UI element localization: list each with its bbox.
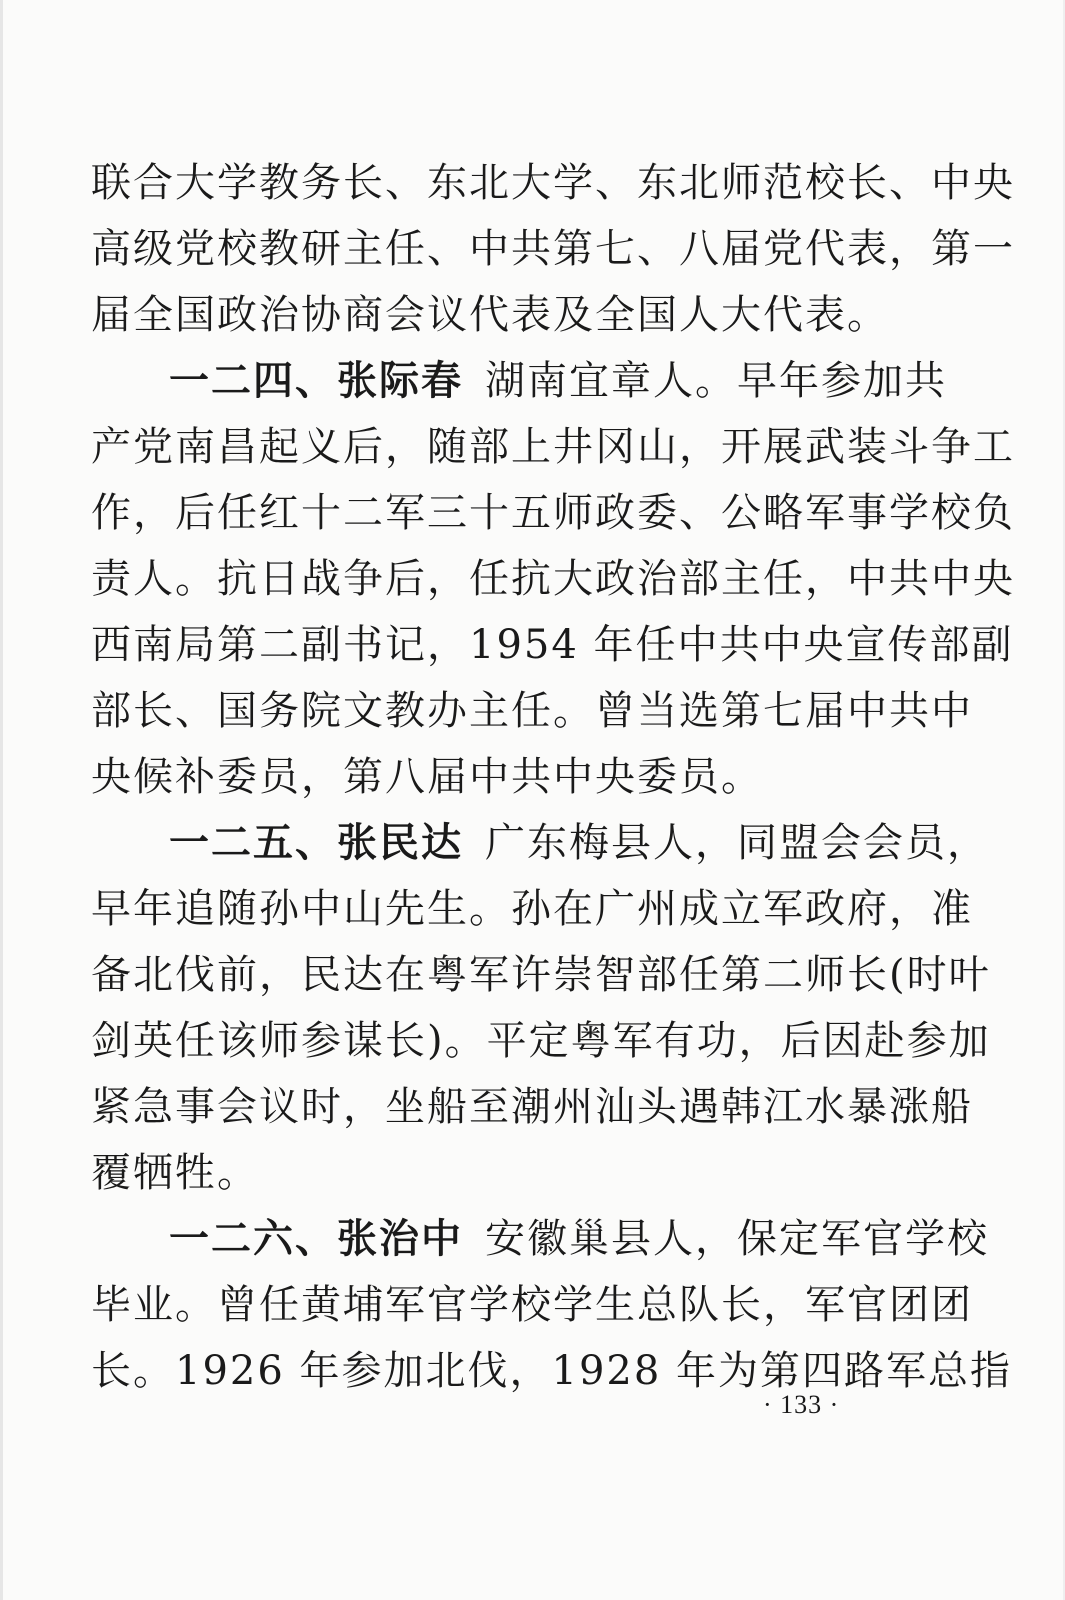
entry-heading-126: 一二六、张治中 — [169, 1216, 463, 1262]
text-line: 央候补委员，第八届中共中央委员。 — [91, 754, 763, 800]
body-text — [91, 150, 1015, 1404]
text-line: 覆牺牲。 — [91, 1150, 259, 1196]
entry-124-first-line — [91, 348, 947, 414]
page-number: · 133 · — [763, 1390, 840, 1419]
entry-heading-125: 一二五、张民达 — [169, 820, 463, 866]
text-line: 责人。抗日战争后，任抗大政治部主任，中共中央 — [91, 556, 1015, 602]
text-line: 产党南昌起义后，随部上井冈山，开展武装斗争工 — [91, 424, 1015, 470]
entry-126-first-line — [91, 1206, 989, 1272]
text-line: 长。1926 年参加北伐，1928 年为第四路军总指 — [91, 1348, 1013, 1394]
text-line: 剑英任该师参谋长)。平定粤军有功，后因赴参加 — [91, 1018, 991, 1064]
text-span: 安徽巢县人，保定军官学校 — [485, 1216, 989, 1262]
entry-125-first-line — [91, 810, 989, 876]
text-line: 部长、国务院文教办主任。曾当选第七届中共中 — [91, 688, 973, 734]
text-line: 高级党校教研主任、中共第七、八届党代表，第一 — [91, 226, 1015, 272]
text-span: 湖南宜章人。早年参加共 — [485, 358, 947, 404]
text-line: 作，后任红十二军三十五师政委、公略军事学校负 — [91, 490, 1015, 536]
text-line: 早年追随孙中山先生。孙在广州成立军政府，准 — [91, 886, 973, 932]
text-line: 紧急事会议时，坐船至潮州汕头遇韩江水暴涨船 — [91, 1084, 973, 1130]
text-line: 届全国政治协商会议代表及全国人大代表。 — [91, 292, 889, 338]
text-line: 毕业。曾任黄埔军官学校学生总队长，军官团团 — [91, 1282, 973, 1328]
entry-heading-124: 一二四、张际春 — [169, 358, 463, 404]
text-line: 西南局第二副书记，1954 年任中共中央宣传部副 — [91, 622, 1014, 668]
text-line: 备北伐前，民达在粤军许崇智部任第二师长(时叶 — [91, 952, 991, 998]
text-span: 广东梅县人，同盟会会员， — [485, 820, 989, 866]
text-line: 联合大学教务长、东北大学、东北师范校长、中央 — [91, 160, 1015, 206]
